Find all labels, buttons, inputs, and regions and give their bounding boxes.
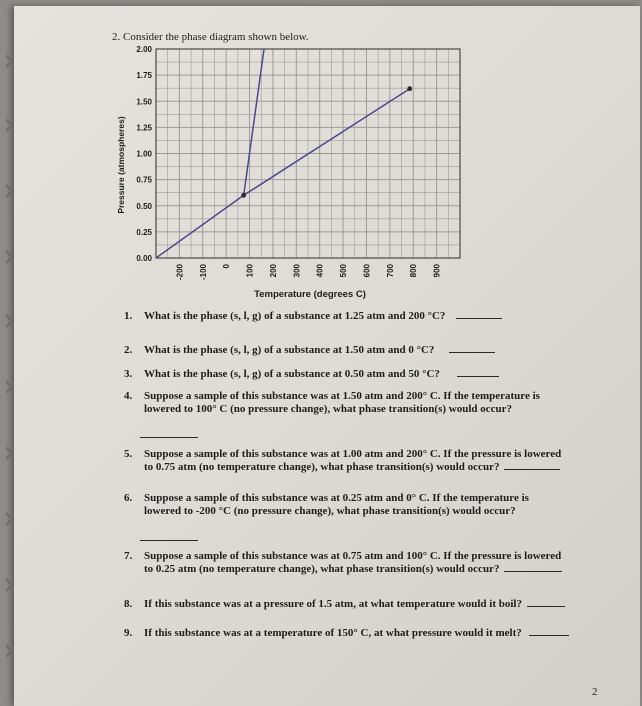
question-text-line2: lowered to -200 °C (no pressure change), what phase transition(s) would occur? [144,505,516,517]
x-tick-label: 0 [222,264,232,269]
question-8 [124,598,565,611]
x-tick-label: 200 [268,264,278,278]
question-number: 3. [124,368,133,380]
question-text: If this substance was at a temperature of 150° C, at what pressure would it melt? [144,627,522,639]
answer-blank-q6[interactable] [140,540,198,541]
question-number: 8. [124,598,133,610]
chevron-right-icon[interactable]: › [4,567,15,603]
question-text: What is the phase (s, l, g) of a substance at 1.25 atm and 200 °C? [144,310,446,322]
question-4 [124,390,540,416]
question-text-line1: Suppose a sample of this substance was at 0.75 atm and 100° C. If the pressure is lowered [144,550,562,562]
y-tick-label: 1.25 [136,123,152,133]
y-tick-label: 1.00 [136,149,152,159]
question-number: 5. [124,448,133,460]
x-tick-label: 900 [432,264,442,278]
answer-blank[interactable] [457,376,499,377]
question-text-line1: Suppose a sample of this substance was at 1.00 atm and 200° C. If the pressure is lowered [144,448,562,460]
question-text: What is the phase (s, l, g) of a substance at 1.50 atm and 0 °C? [144,344,435,356]
phase-diagram-chart [0,0,642,310]
question-number: 2. [124,344,133,356]
chevron-right-icon[interactable]: › [4,369,15,405]
x-tick-label: -100 [198,264,208,281]
chevron-right-icon[interactable]: › [4,107,15,143]
question-number: 9. [124,627,133,639]
y-axis-label: Pressure (atmospheres) [116,116,126,214]
question-5 [124,448,561,474]
x-tick-label: -200 [175,264,185,281]
question-6 [124,492,529,518]
x-tick-label: 300 [292,264,302,278]
y-tick-label: 1.50 [136,97,152,107]
chevron-right-icon[interactable]: › [4,303,15,339]
question-number: 4. [124,390,133,402]
y-tick-labels [136,45,152,263]
question-number: 6. [124,492,133,504]
y-tick-label: 2.00 [136,45,152,54]
question-1 [124,310,502,323]
x-tick-labels [175,263,441,280]
answer-blank-q4[interactable] [140,437,198,438]
answer-blank[interactable] [456,318,502,319]
question-9 [124,627,569,640]
critical-point-marker [407,86,412,91]
question-number: 7. [124,550,133,562]
x-tick-label: 600 [362,264,372,278]
question-text: If this substance was at a pressure of 1.5 atm, at what temperature would it boil? [144,598,522,610]
question-text-line2: to 0.25 atm (no temperature change), what phase transition(s) would occur? [144,563,500,575]
page-number: 2 [592,686,598,698]
answer-blank[interactable] [527,606,565,607]
y-tick-label: 1.75 [136,71,152,81]
chevron-right-icon[interactable]: › [4,173,15,209]
x-tick-label: 700 [385,264,395,278]
question-2 [124,344,495,357]
y-tick-label: 0.50 [136,201,152,211]
question-text-line1: Suppose a sample of this substance was at 1.50 atm and 200° C. If the temperature is [144,390,540,402]
triple-point-marker [241,193,246,198]
x-tick-label: 100 [245,264,255,278]
y-tick-label: 0.00 [136,254,152,263]
answer-blank[interactable] [449,352,495,353]
y-tick-label: 0.75 [136,175,152,185]
x-axis-label: Temperature (degrees C) [254,289,366,300]
question-text-line1: Suppose a sample of this substance was at 0.25 atm and 0° C. If the temperature is [144,492,529,504]
chevron-right-icon[interactable]: › [4,239,15,275]
question-text-line2: to 0.75 atm (no temperature change), what phase transition(s) would occur? [144,461,500,473]
x-tick-label: 500 [339,264,349,278]
x-tick-label: 800 [409,264,419,278]
question-3 [124,368,499,381]
answer-blank[interactable] [504,469,560,470]
chevron-right-icon[interactable]: › [4,435,15,471]
chevron-right-icon[interactable]: › [4,501,15,537]
question-text: What is the phase (s, l, g) of a substance at 0.50 atm and 50 °C? [144,368,440,380]
question-2-prompt: 2. Consider the phase diagram shown below. [112,31,309,43]
chevron-right-icon[interactable]: › [4,43,15,79]
question-7 [124,550,562,576]
answer-blank[interactable] [529,635,569,636]
chevron-right-icon[interactable]: › [4,633,15,669]
x-tick-label: 400 [315,264,325,278]
y-tick-label: 0.25 [136,227,152,237]
question-text-line2: lowered to 100° C (no pressure change), what phase transition(s) would occur? [144,403,513,415]
question-number: 1. [124,310,133,322]
answer-blank[interactable] [504,571,562,572]
